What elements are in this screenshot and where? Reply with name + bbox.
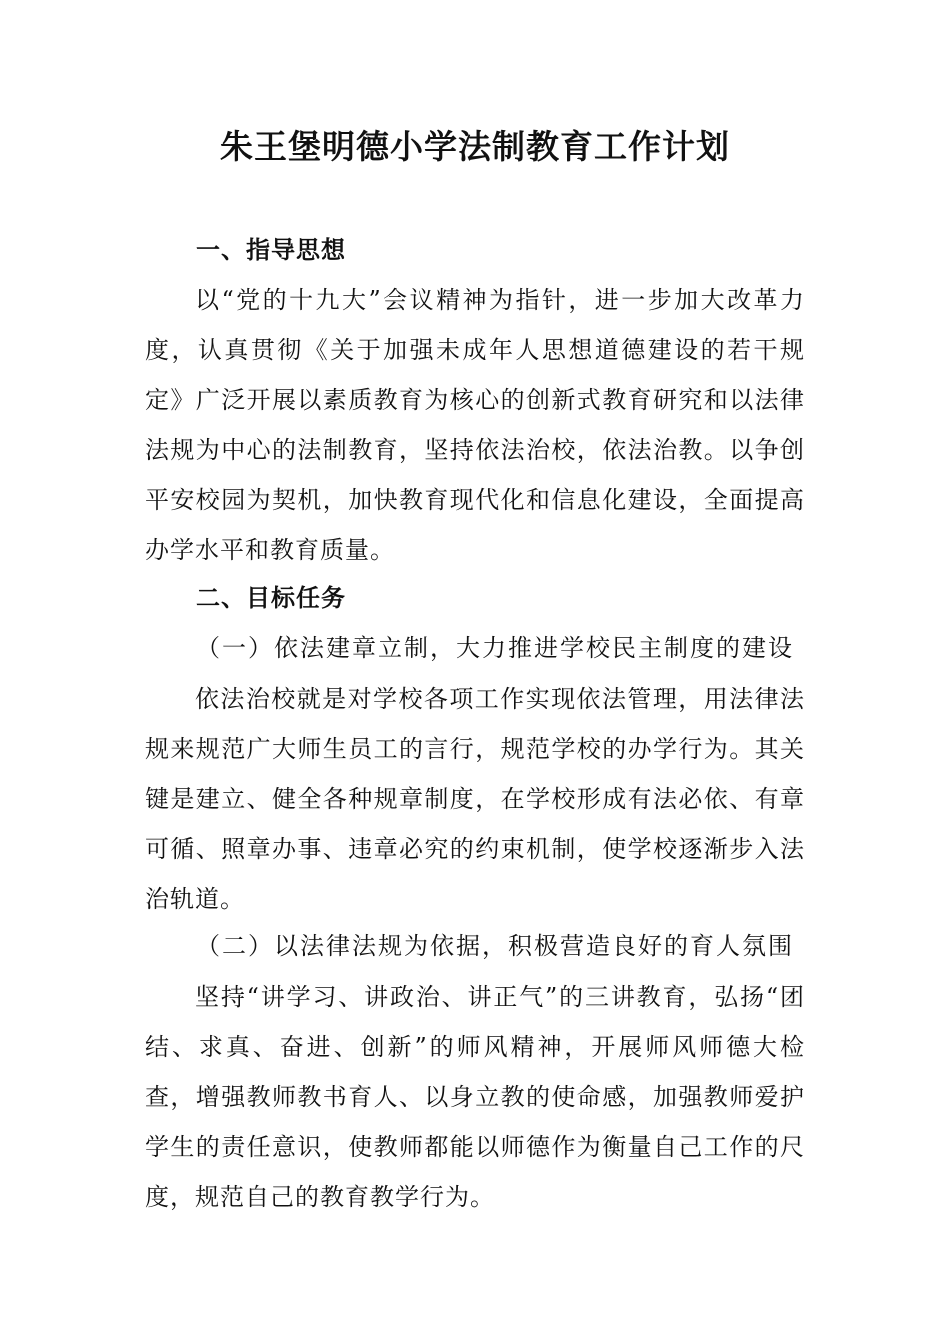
- section1-heading: 一、指导思想: [196, 236, 346, 264]
- subsection1-heading: （一）依法建章立制，大力推进学校民主制度的建设: [196, 634, 794, 662]
- document-title: 朱王堡明德小学法制教育工作计划: [220, 127, 730, 166]
- section1-paragraph: 以“党的十九大”会议精神为指针，进一步加大改革力度，认真贯彻《关于加强未成年人思想道德建设的若干规定》广泛开展以素质教育为核心的创新式教育研究和以法律法规为中心的法制教育，坚持依法治校，依法治教。以争创平安校园为契机，加快教育现代化和信息化建设，全面提高办学水平和教育质量。: [145, 286, 805, 564]
- section2-heading: 二、目标任务: [196, 584, 346, 612]
- subsection2-paragraph: 坚持“讲学习、讲政治、讲正气”的三讲教育，弘扬“团结、求真、奋进、创新”的师风精神，开展师风师德大检查，增强教师教书育人、以身立教的使命感，加强教师爱护学生的责任意识，使教师都能以师德作为衡量自己工作的尺度，规范自己的教育教学行为。: [145, 983, 805, 1211]
- subsection2-heading: （二）以法律法规为依据，积极营造良好的育人氛围: [196, 932, 794, 960]
- subsection1-paragraph: 依法治校就是对学校各项工作实现依法管理，用法律法规来规范广大师生员工的言行，规范学校的办学行为。其关键是建立、健全各种规章制度，在学校形成有法必依、有章可循、照章办事、违章必究的约束机制，使学校逐渐步入法治轨道。: [145, 685, 805, 913]
